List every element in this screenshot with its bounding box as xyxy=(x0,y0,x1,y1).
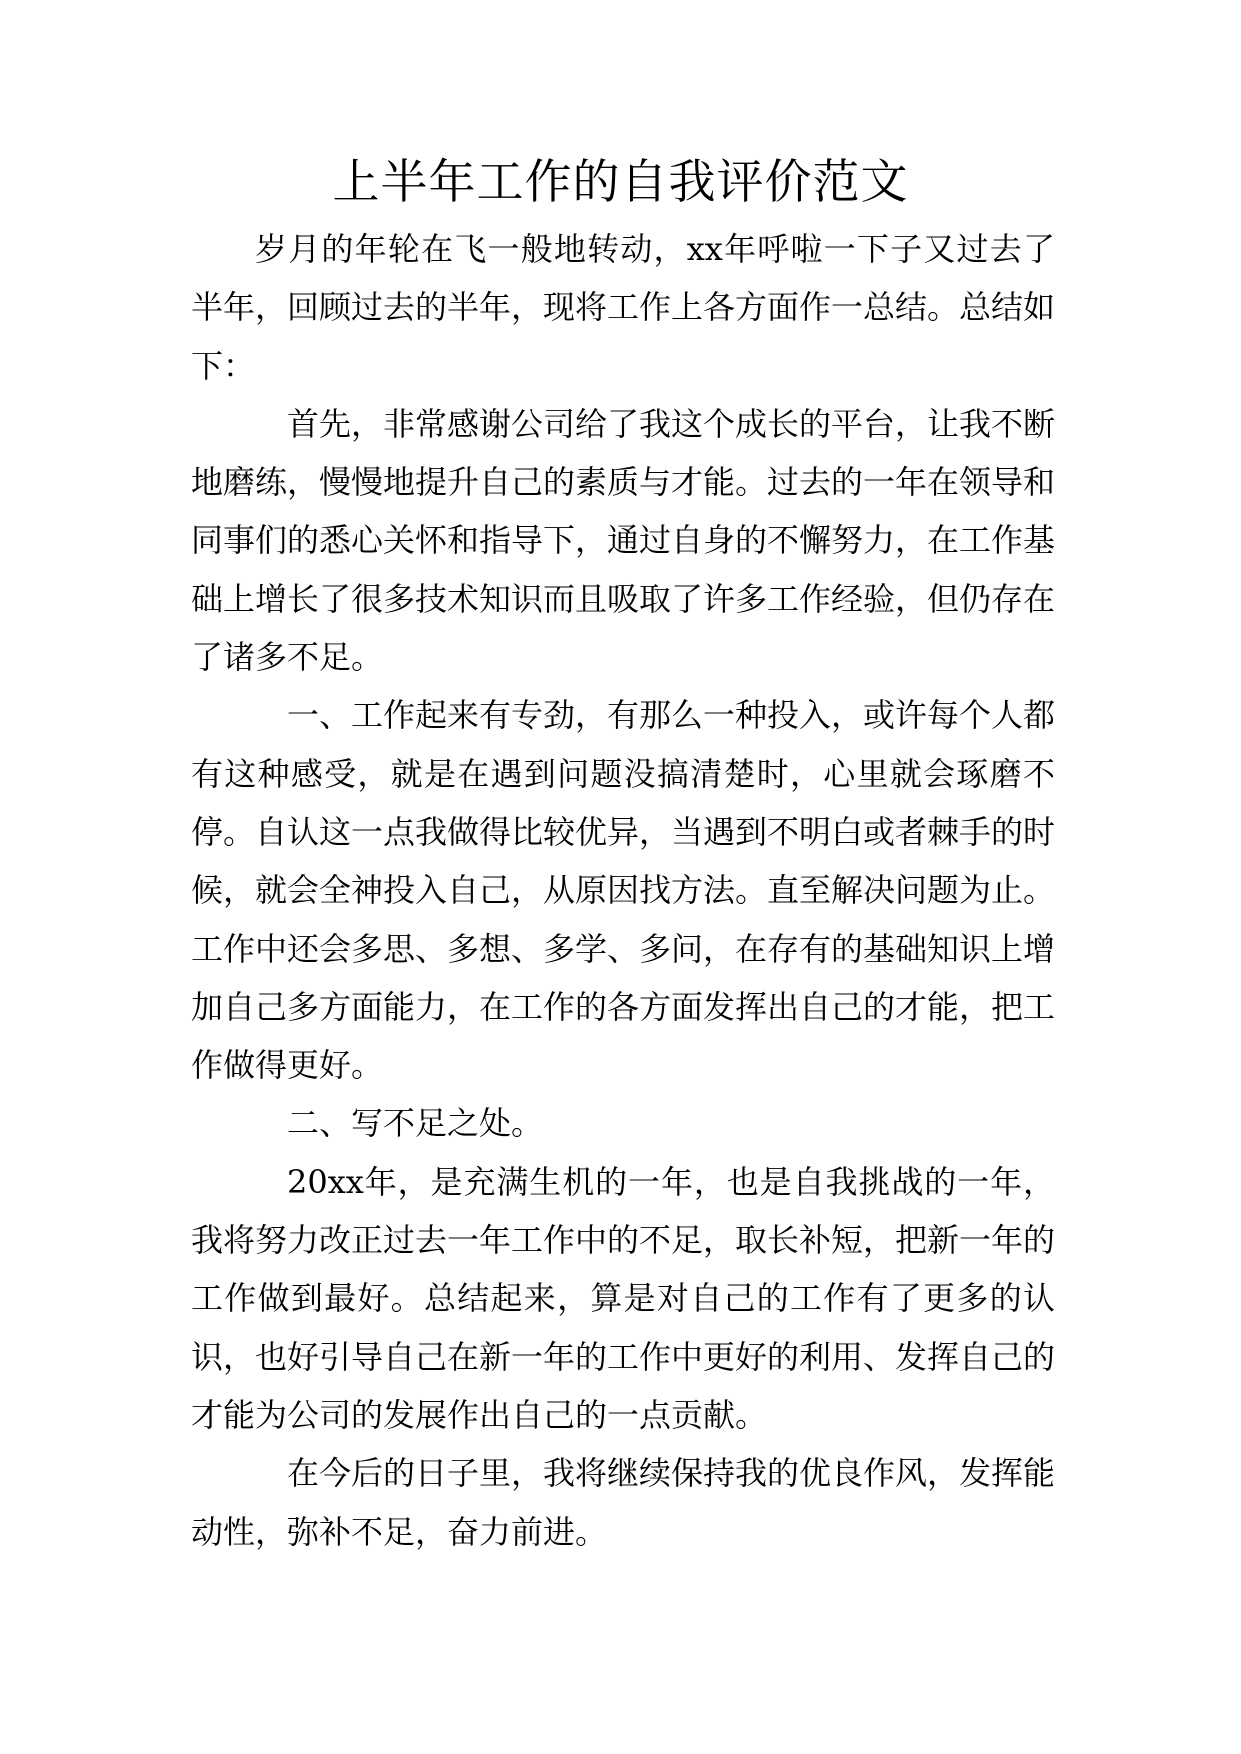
document-title: 上半年工作的自我评价范文 xyxy=(332,155,909,210)
paragraph-thanks: 首先，非常感谢公司给了我这个成长的平台，让我不断地磨练，慢慢地提升自己的素质与才能。过去的一年在领导和同事们的悉心关怀和指导下，通过自身的不懈努力，在工作基础上增长了很多技术知识而且吸取了许多工作经验，但仍存在了诸多不足。 xyxy=(191,404,1056,677)
paragraph-point-two: 二、写不足之处。 xyxy=(287,1104,544,1143)
document-body xyxy=(191,220,1055,1561)
paragraph-point-one: 一、工作起来有专劲，有那么一种投入，或许每个人都有这种感受，就是在遇到问题没搞清楚时，心里就会琢磨不停。自认这一点我做得比较优异，当遇到不明白或者棘手的时候，就会全神投入自己，从原因找方法。直至解决问题为止。工作中还会多思、多想、多学、多问，在存有的基础知识上增加自己多方面能力，在工作的各方面发挥出自己的才能，把工作做得更好。 xyxy=(191,696,1056,1085)
paragraph-plan: 20xx年，是充满生机的一年，也是自我挑战的一年，我将努力改正过去一年工作中的不足，取长补短，把新一年的工作做到最好。总结起来，算是对自己的工作有了更多的认识，也好引导自己在新一年的工作中更好的利用、发挥自己的才能为公司的发展作出自己的一点贡献。 xyxy=(191,1162,1056,1434)
paragraph-intro: 岁月的年轮在飞一般地转动，xx年呼啦一下子又过去了半年，回顾过去的半年，现将工作上各方面作一总结。总结如下： xyxy=(191,230,1056,385)
paragraph-closing: 在今后的日子里，我将继续保持我的优良作风，发挥能动性，弥补不足，奋力前进。 xyxy=(191,1454,1056,1551)
